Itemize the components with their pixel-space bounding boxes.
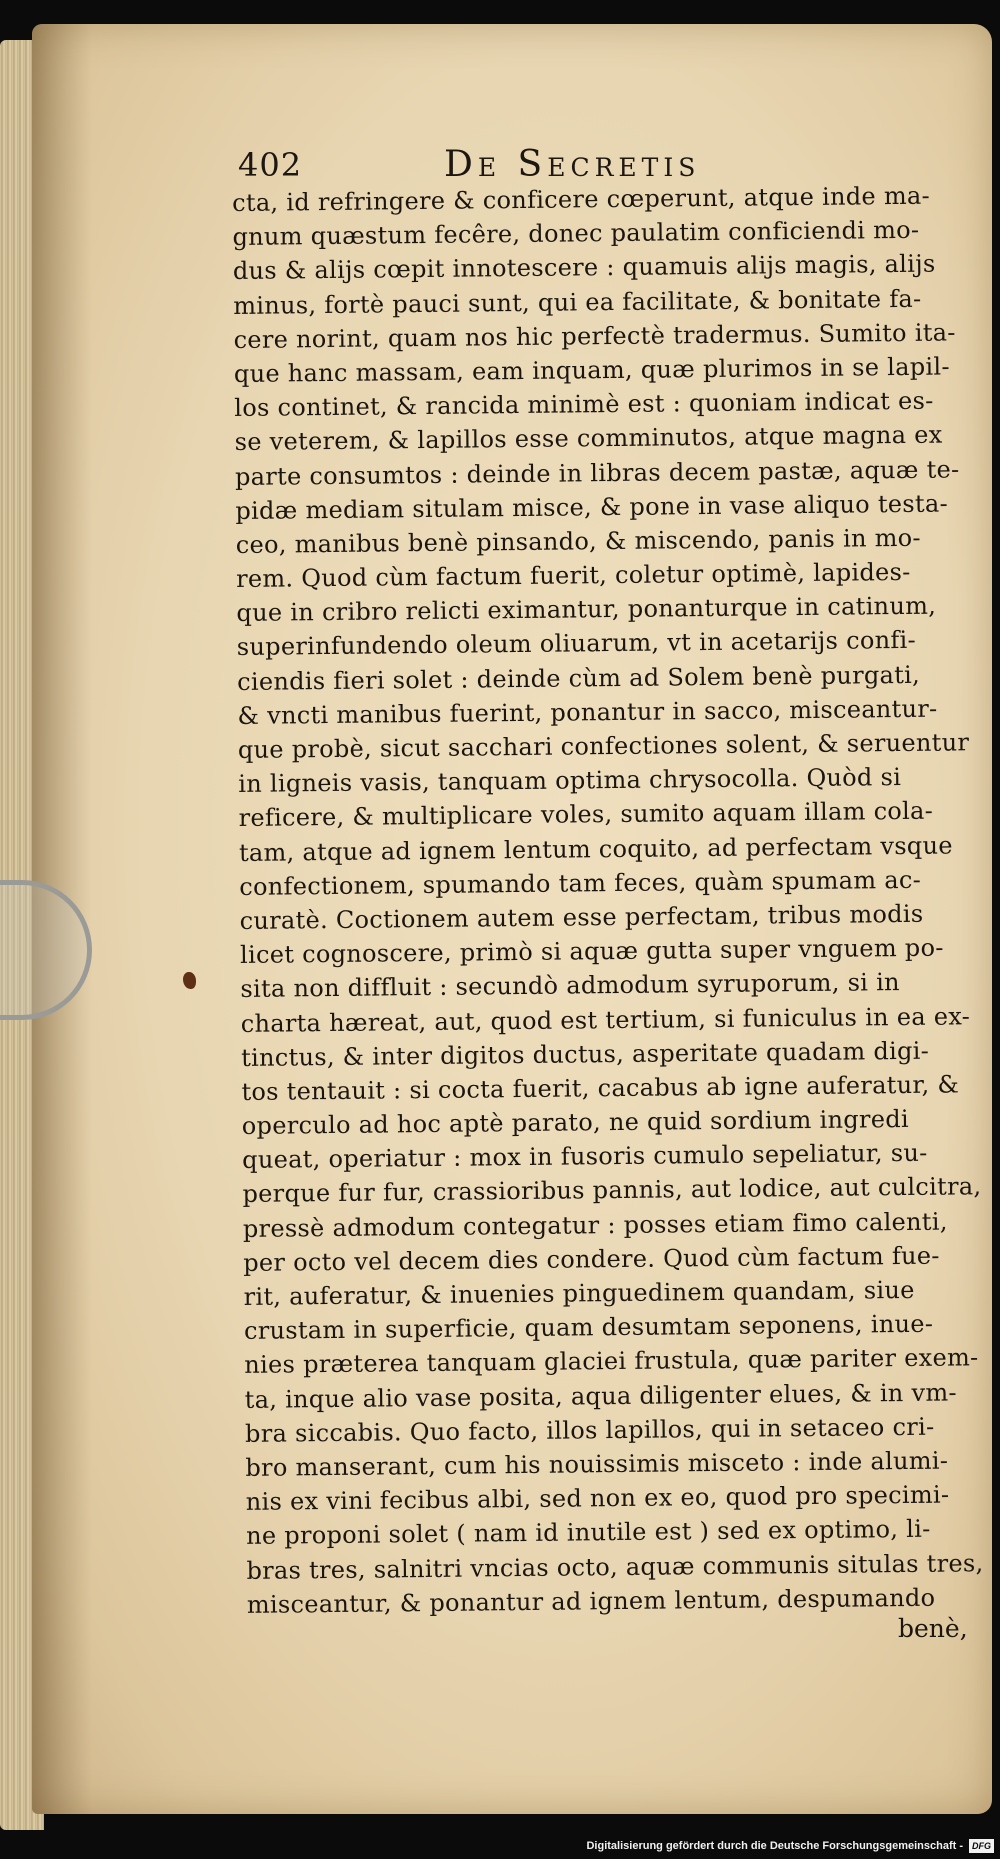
text-line: gnum quæstum fecêre, donec paulatim conficiendi mo- [232,215,920,252]
text-line: dus & alijs cœpit innotescere : quamuis alijs magis, alijs [232,250,936,286]
text-line: rem. Quod cùm factum fuerit, coletur optimè, lapides- [235,557,911,594]
text-line: licet cognoscere, primò si aquæ gutta super vnguem po- [239,933,944,970]
text-line: bra siccabis. Quo facto, illos lapillos, qui in setaceo cri- [244,1412,935,1448]
text-line: per octo vel decem dies condere. Quod cùm factum fue- [243,1241,940,1277]
digitization-credit [586,1836,994,1856]
text-line: parte consumtos : deinde in libras decem pastæ, aquæ te- [234,454,960,491]
credit-text: Digitalisierung gefördert durch die Deutsche Forschungsgemeinschaft - [586,1840,963,1852]
page-number: 402 [238,146,303,184]
ink-stain [183,972,196,989]
text-line: bro manserant, cum his nouissimis misceto : inde alumi- [245,1446,949,1482]
text-line: confectionem, spumando tam feces, quàm spumam ac- [239,865,922,901]
text-line: & vncti manibus fuerint, ponantur in sacco, misceantur- [237,694,938,730]
text-line: ceo, manibus benè pinsando, & miscendo, panis in mo- [235,523,922,559]
text-line: cta, id refringere & conficere cœperunt, atque inde ma- [232,181,931,217]
text-line: minus, fortè pauci sunt, qui ea facilitate, & bonitate fa- [233,284,922,320]
text-line: curatè. Coctionem autem esse perfectam, tribus modis [239,899,924,935]
text-line: que hanc massam, eam inquam, quæ plurimos in se lapil- [233,352,950,388]
body-text [232,178,984,1621]
text-line: que probè, sicut sacchari confectiones solent, & seruentur [237,728,970,764]
text-line: rit, auferatur, & inuenies pinguedinem quandam, siue [243,1275,915,1311]
text-line: operculo ad hoc aptè parato, ne quid sordium ingredi [241,1105,910,1141]
text-line: ne proponi solet ( nam id inutile est ) sed ex optimo, li- [245,1515,931,1551]
text-line: que in cribro relicti eximantur, ponanturque in catinum, [236,591,937,628]
page-title: De Secretis [444,144,701,185]
text-line: nies præterea tanquam glaciei frustula, quæ pariter exem- [244,1343,979,1380]
text-line: tam, atque ad ignem lentum coquito, ad perfectam vsque [238,831,953,867]
text-line: perque fur fur, crassioribus pannis, aut lodice, aut culcitra, [242,1172,982,1209]
text-line: crustam in superficie, quam desumtam seponens, inue- [243,1309,934,1346]
dfg-logo: DFG [969,1839,994,1853]
text-line: queat, operiatur : mox in fusoris cumulo sepeliatur, su- [242,1139,928,1175]
text-line: in ligneis vasis, tanquam optima chrysocolla. Quòd si [238,763,902,799]
text-line: reficere, & multiplicare voles, sumito aquam illam cola- [238,797,934,833]
text-line: nis ex vini fecibus albi, sed non ex eo, quod pro specimi- [245,1480,950,1517]
text-line: cere norint, quam nos hic perfectè tradermus. Sumito ita- [233,318,956,354]
text-line: charta hæreat, aut, quod est tertium, si funiculus in ea ex- [240,1001,971,1038]
text-line: tinctus, & inter digitos ductus, asperitate quadam digi- [240,1036,930,1072]
text-line: ciendis fieri solet : deinde cùm ad Solem benè purgati, [237,660,921,696]
catchword: benè, [898,1614,968,1643]
text-line: ta, inque alio vase posita, aqua diligenter elues, & in vm- [244,1378,958,1414]
text-line: sita non diffluit : secundò admodum syruporum, si in [240,968,901,1004]
text-line: misceantur, & ponantur ad ignem lentum, despumando [246,1583,936,1619]
text-line: pressè admodum contegatur : posses etiam fimo calenti, [242,1207,948,1243]
text-line: superinfundendo oleum oliuarum, vt in acetarijs confi- [236,626,917,662]
text-line: bras tres, salnitri vncias octo, aquæ communis situlas tres, [246,1548,984,1585]
text-line: los continet, & rancida minimè est : quoniam indicat es- [234,386,934,423]
text-line: se veterem, & lapillos esse comminutos, atque magna ex [234,420,943,457]
text-line: tos tentauit : si cocta fuerit, cacabus ab igne auferatur, & [241,1070,960,1106]
text-line: pidæ mediam situlam misce, & pone in vase aliquo testa- [235,489,949,525]
